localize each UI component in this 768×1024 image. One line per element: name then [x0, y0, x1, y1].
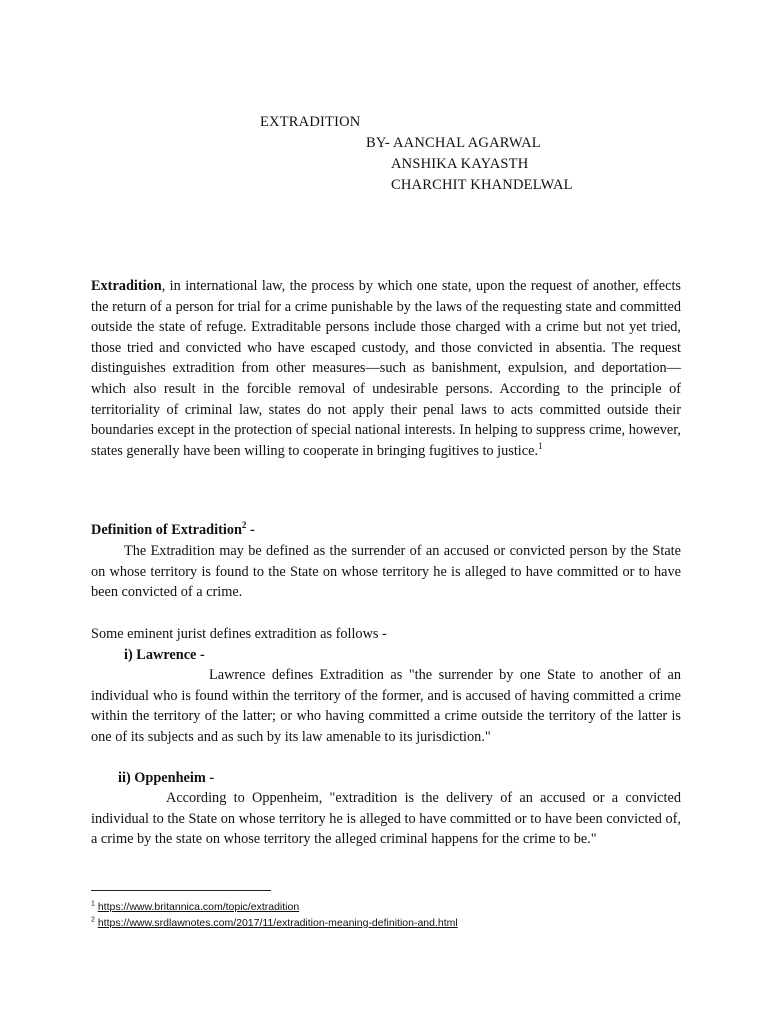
- footnote-number: 2: [91, 916, 95, 924]
- author-line: BY- AANCHAL AGARWAL: [366, 135, 541, 151]
- footnote-link[interactable]: https://www.britannica.com/topic/extradition: [97, 901, 300, 913]
- oppenheim-heading: ii) Oppenheim -: [118, 770, 215, 786]
- document-title: EXTRADITION: [260, 114, 361, 130]
- author-name: CHARCHIT KHANDELWAL: [391, 177, 573, 193]
- definition-heading: [91, 520, 681, 541]
- intro-paragraph: [91, 276, 681, 461]
- footnote-ref[interactable]: 1: [538, 440, 543, 451]
- footnote-number: 1: [91, 900, 95, 908]
- author-name: ANSHIKA KAYASTH: [391, 156, 529, 172]
- jurists-intro: Some eminent jurist defines extradition as follows -: [91, 626, 387, 642]
- lawrence-paragraph: Lawrence defines Extradition as "the surrender by one State to another of an individual who is found within the territory of the former, and is accused of having committed a crime within the territory of the latter; or who having committed a crime outside the territory of the latter is one of its subjects and as such by its law amenable to its jurisdiction.": [91, 667, 681, 745]
- lawrence-heading: i) Lawrence -: [124, 647, 205, 663]
- author-list: [366, 133, 573, 196]
- intro-lead-term: Extradition: [91, 278, 162, 294]
- footnote-link[interactable]: https://www.srdlawnotes.com/2017/11/extradition-meaning-definition-and.html: [97, 917, 458, 929]
- definition-paragraph: The Extradition may be defined as the surrender of an accused or convicted person by the State on whose territory is found to the State on whose territory he is alleged to have committed or to have been convicted of a crime.: [91, 543, 681, 601]
- intro-text: , in international law, the process by which one state, upon the request of another, effects the return of a person for trial for a crime punishable by the laws of the requesting state and committed outside the state of refuge. Extraditable persons include those charged with a crime but not yet tried, those tried and convicted who have escaped custody, and those convicted in absentia. The request distinguishes extradition from other measures—such as banishment, expulsion, and deportation—which also result in the forcible removal of undesirable persons. According to the principle of territoriality of criminal law, states do not apply their penal laws to acts committed outside their boundaries except in the protection of special national interests. In helping to suppress crime, however, states generally have been willing to cooperate in bringing fugitives to justice.: [91, 278, 681, 459]
- footnote-ref[interactable]: 2: [241, 520, 247, 531]
- oppenheim-paragraph: According to Oppenheim, "extradition is the delivery of an accused or a convicted individual to the State on whose territory he is alleged to have committed or to have been convicted of, a crime by the state on whose territory the alleged criminal happens for the crime to be.": [91, 790, 681, 848]
- definition-heading-suffix: -: [246, 522, 255, 538]
- footnote-2: [91, 916, 458, 930]
- footnote-1: [91, 900, 299, 914]
- definition-heading-text: Definition of Extradition: [91, 522, 242, 538]
- footnote-divider: [91, 890, 271, 891]
